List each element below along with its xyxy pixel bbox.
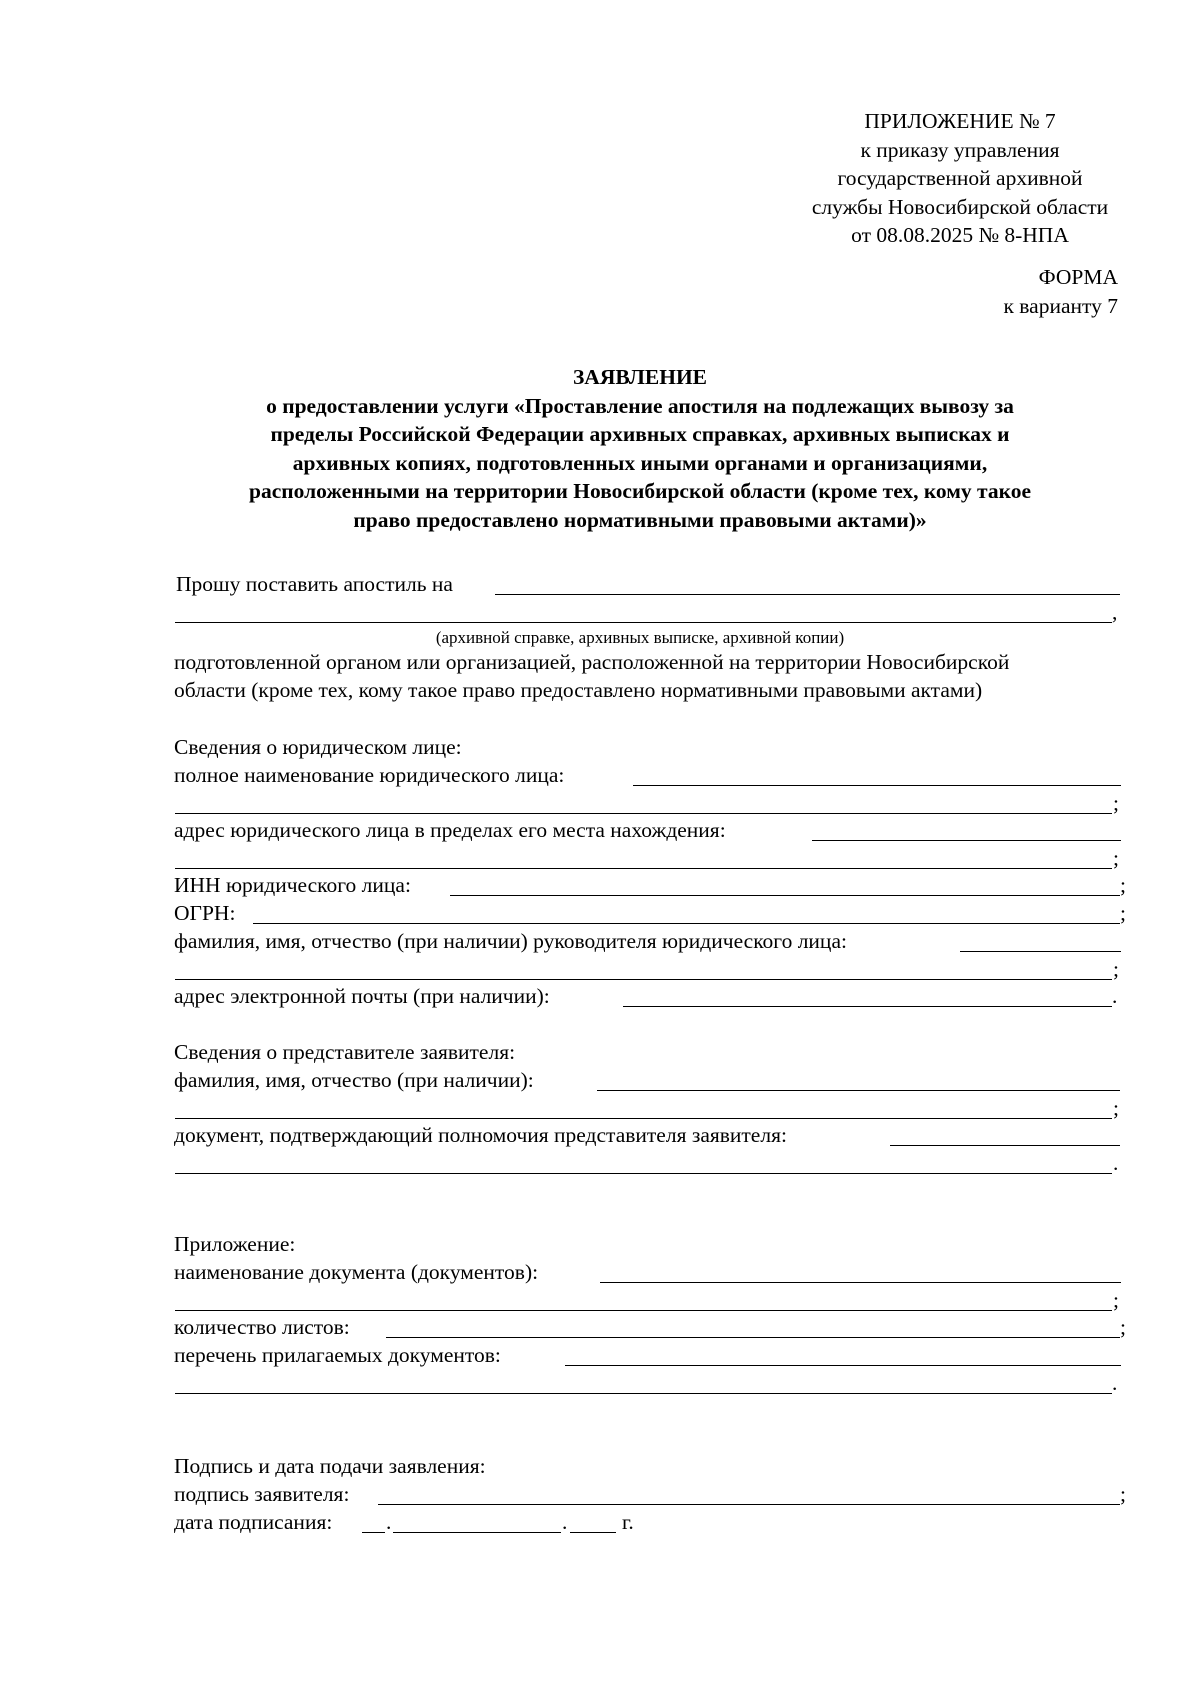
inn-label: ИНН юридического лица: (174, 873, 411, 897)
legal-entity-section: Сведения о юридическом лице: (174, 735, 462, 759)
sheets-semicolon: ; (1120, 1315, 1126, 1339)
legal-address-semicolon: ; (1113, 846, 1119, 870)
date-month-line[interactable] (393, 1532, 561, 1533)
email-field-line[interactable] (623, 1006, 1112, 1007)
inn-semicolon: ; (1120, 873, 1126, 897)
title-line-1: о предоставлении услуги «Проставление апостиля на подлежащих вывозу за (266, 393, 1014, 418)
legal-name-line-1[interactable] (633, 785, 1121, 786)
request-comma: , (1112, 600, 1118, 624)
list-period: . (1112, 1371, 1118, 1395)
appendix-block (700, 107, 1200, 250)
sheets-field-line[interactable] (386, 1337, 1120, 1338)
legal-address-line-1[interactable] (812, 840, 1121, 841)
rep-doc-line-1[interactable] (890, 1145, 1120, 1146)
list-label: перечень прилагаемых документов: (174, 1343, 501, 1367)
request-hint: (архивной справке, архивных выписке, архивной копии) (435, 628, 845, 647)
doc-name-line-2[interactable] (175, 1310, 1112, 1311)
date-day-line[interactable] (362, 1532, 385, 1533)
appendix-line-1: к приказу управления (860, 137, 1060, 162)
date-dot-2: . (562, 1510, 568, 1534)
title-line-3: архивных копиях, подготовленных иными органами и организациями, (292, 450, 988, 475)
appendix-title: ПРИЛОЖЕНИЕ № 7 (864, 109, 1056, 133)
title-line-2: пределы Российской Федерации архивных справках, архивных выписках и (270, 422, 1010, 446)
date-year-line[interactable] (570, 1532, 616, 1533)
legal-address-label: адрес юридического лица в пределах его места нахождения: (174, 818, 726, 842)
rep-name-line-1[interactable] (597, 1090, 1120, 1091)
legal-name-semicolon: ; (1113, 791, 1119, 815)
sheets-label: количество листов: (174, 1315, 350, 1339)
date-label: дата подписания: (174, 1510, 333, 1534)
rep-name-label: фамилия, имя, отчество (при наличии): (174, 1068, 534, 1092)
representative-section: Сведения о представителе заявителя: (174, 1040, 516, 1064)
doc-name-semicolon: ; (1113, 1288, 1119, 1312)
doc-name-line-1[interactable] (600, 1282, 1121, 1283)
appendix-line-3: службы Новосибирской области (811, 194, 1109, 219)
year-suffix: г. (622, 1510, 634, 1534)
rep-name-line-2[interactable] (175, 1118, 1112, 1119)
inn-field-line[interactable] (450, 895, 1120, 896)
signature-section: Подпись и дата подачи заявления: (174, 1454, 486, 1478)
sign-label: подпись заявителя: (174, 1482, 350, 1506)
doc-name-label: наименование документа (документов): (174, 1260, 539, 1284)
appendix-line-2: государственной архивной (837, 166, 1083, 190)
document-title (160, 363, 1120, 534)
head-name-label: фамилия, имя, отчество (при наличии) руководителя юридического лица: (174, 929, 847, 953)
title-line-4: расположенными на территории Новосибирской области (кроме тех, кому такое (249, 479, 1031, 503)
rep-doc-label: документ, подтверждающий полномочия представителя заявителя: (174, 1123, 787, 1147)
list-line-1[interactable] (565, 1365, 1121, 1366)
head-name-line-1[interactable] (960, 951, 1121, 952)
rep-name-semicolon: ; (1113, 1096, 1119, 1120)
rep-doc-period: . (1113, 1151, 1119, 1175)
request-label: Прошу поставить апостиль на (176, 572, 453, 596)
legal-name-label: полное наименование юридического лица: (174, 763, 565, 787)
email-label: адрес электронной почты (при наличии): (174, 984, 550, 1008)
form-label-block (1003, 263, 1118, 320)
form-variant: к варианту 7 (1003, 293, 1118, 318)
request-text-2: области (кроме тех, кому такое право предоставлено нормативными правовыми актами) (174, 678, 983, 702)
ogrn-field-line[interactable] (253, 923, 1120, 924)
rep-doc-line-2[interactable] (175, 1173, 1112, 1174)
attachment-section: Приложение: (174, 1232, 296, 1256)
date-dot-1: . (386, 1510, 392, 1534)
email-period: . (1112, 984, 1118, 1008)
title-heading: ЗАЯВЛЕНИЕ (572, 365, 708, 389)
list-line-2[interactable] (175, 1393, 1112, 1394)
head-name-semicolon: ; (1113, 957, 1119, 981)
request-field-line-1[interactable] (495, 594, 1120, 595)
appendix-line-4: от 08.08.2025 № 8-НПА (851, 223, 1069, 247)
ogrn-label: ОГРН: (174, 901, 236, 925)
head-name-line-2[interactable] (175, 979, 1112, 980)
request-field-line-2[interactable] (175, 622, 1112, 623)
sign-field-line[interactable] (378, 1504, 1120, 1505)
title-line-5: право предоставлено нормативными правовыми актами)» (353, 507, 927, 532)
legal-address-line-2[interactable] (175, 868, 1112, 869)
request-text-1: подготовленной органом или организацией, расположенной на территории Новосибирской (174, 650, 1010, 674)
sign-semicolon: ; (1120, 1482, 1126, 1506)
legal-name-line-2[interactable] (175, 813, 1112, 814)
ogrn-semicolon: ; (1120, 901, 1126, 925)
form-label: ФОРМА (1038, 265, 1118, 289)
